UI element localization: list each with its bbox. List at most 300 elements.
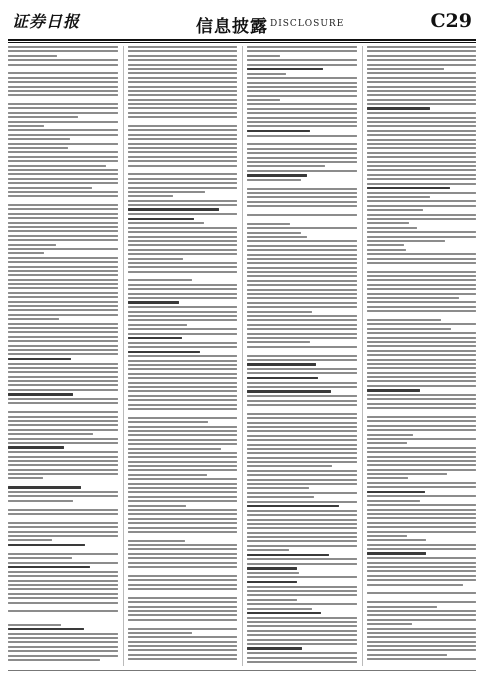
text-line bbox=[367, 389, 420, 391]
text-line bbox=[128, 628, 238, 630]
text-line bbox=[8, 411, 118, 413]
text-line bbox=[128, 430, 238, 432]
text-line bbox=[8, 460, 118, 462]
text-line bbox=[247, 108, 357, 110]
text-line bbox=[247, 657, 357, 659]
text-line bbox=[367, 469, 477, 471]
text-line bbox=[367, 394, 477, 396]
text-line bbox=[247, 621, 357, 623]
text-line bbox=[247, 417, 357, 419]
text-line bbox=[8, 358, 71, 360]
text-line bbox=[247, 426, 357, 428]
text-line bbox=[367, 412, 477, 414]
text-line bbox=[8, 580, 118, 582]
text-line bbox=[128, 116, 238, 118]
text-line bbox=[247, 289, 357, 291]
text-line bbox=[247, 549, 289, 551]
text-line bbox=[247, 227, 357, 229]
text-line bbox=[367, 196, 431, 198]
text-line bbox=[8, 81, 118, 83]
text-line bbox=[247, 192, 357, 194]
text-line bbox=[8, 230, 118, 232]
text-line bbox=[8, 504, 118, 506]
text-line bbox=[367, 597, 477, 599]
text-line bbox=[247, 341, 310, 343]
text-line bbox=[247, 337, 357, 339]
text-line bbox=[367, 350, 477, 352]
text-line bbox=[367, 266, 477, 268]
text-line bbox=[8, 222, 118, 224]
text-line bbox=[8, 208, 118, 210]
text-line bbox=[367, 517, 477, 519]
text-line bbox=[128, 562, 238, 564]
text-line bbox=[8, 482, 118, 484]
text-line bbox=[8, 112, 118, 114]
text-line bbox=[367, 486, 477, 488]
text-line bbox=[8, 345, 118, 347]
text-line bbox=[128, 632, 193, 634]
text-line bbox=[367, 319, 442, 321]
text-line bbox=[367, 130, 477, 132]
text-line bbox=[367, 139, 477, 141]
text-line bbox=[8, 200, 118, 202]
text-line bbox=[8, 349, 118, 351]
text-line bbox=[128, 50, 238, 52]
text-line bbox=[128, 509, 238, 511]
text-line bbox=[367, 420, 477, 422]
text-line bbox=[367, 323, 477, 325]
text-line bbox=[367, 649, 477, 651]
text-line bbox=[8, 318, 59, 320]
text-line bbox=[128, 579, 238, 581]
text-line bbox=[8, 340, 118, 342]
text-line bbox=[8, 637, 118, 639]
text-line bbox=[128, 165, 238, 167]
text-line bbox=[247, 210, 357, 212]
text-line bbox=[8, 134, 118, 136]
text-line bbox=[247, 617, 357, 619]
text-line bbox=[247, 496, 314, 498]
text-line bbox=[128, 487, 238, 489]
text-line bbox=[247, 50, 357, 52]
text-line bbox=[128, 557, 238, 559]
text-line bbox=[8, 182, 118, 184]
text-line bbox=[247, 297, 357, 299]
text-line bbox=[128, 377, 238, 379]
text-line bbox=[367, 504, 477, 506]
footer-rule bbox=[8, 670, 476, 671]
text-line bbox=[247, 359, 357, 361]
text-line bbox=[128, 474, 207, 476]
text-line bbox=[367, 187, 451, 189]
text-line bbox=[128, 443, 238, 445]
text-line bbox=[367, 152, 477, 154]
text-line bbox=[367, 398, 477, 400]
text-line bbox=[367, 526, 477, 528]
text-line bbox=[8, 125, 44, 127]
text-line bbox=[247, 55, 280, 57]
text-line bbox=[8, 274, 118, 276]
text-line bbox=[8, 257, 118, 259]
text-line bbox=[8, 68, 118, 70]
text-line bbox=[367, 632, 477, 634]
text-line bbox=[367, 99, 477, 101]
text-line bbox=[8, 557, 72, 559]
text-line bbox=[128, 456, 238, 458]
text-line bbox=[367, 156, 477, 158]
text-line bbox=[128, 213, 238, 215]
text-line bbox=[128, 191, 205, 193]
text-line bbox=[8, 633, 118, 635]
text-line bbox=[8, 314, 118, 316]
text-line bbox=[247, 479, 357, 481]
text-line bbox=[367, 240, 445, 242]
text-line bbox=[247, 188, 357, 190]
text-line bbox=[247, 275, 357, 277]
text-line bbox=[128, 368, 238, 370]
text-line bbox=[8, 575, 118, 577]
text-line bbox=[367, 183, 477, 185]
text-line bbox=[8, 571, 118, 573]
text-line bbox=[247, 170, 357, 172]
text-line bbox=[247, 121, 357, 123]
text-line bbox=[128, 527, 238, 529]
text-line bbox=[8, 94, 118, 96]
text-line bbox=[8, 522, 118, 524]
text-line bbox=[128, 288, 238, 290]
text-line bbox=[8, 107, 118, 109]
masthead-rule-thin bbox=[8, 42, 476, 43]
text-line bbox=[367, 169, 477, 171]
text-line bbox=[367, 165, 477, 167]
text-line bbox=[128, 513, 238, 515]
text-line bbox=[128, 417, 238, 419]
text-line bbox=[367, 372, 477, 374]
text-line bbox=[8, 331, 118, 333]
text-line bbox=[247, 232, 301, 234]
text-line bbox=[8, 287, 118, 289]
text-line bbox=[367, 482, 477, 484]
text-line bbox=[367, 55, 477, 57]
text-line bbox=[128, 597, 238, 599]
text-line bbox=[128, 112, 238, 114]
text-line bbox=[247, 599, 297, 601]
text-line bbox=[247, 594, 357, 596]
text-line bbox=[247, 413, 357, 415]
text-line bbox=[367, 231, 477, 233]
page-number: C29 bbox=[430, 10, 472, 32]
text-line bbox=[367, 614, 477, 616]
text-line bbox=[367, 407, 477, 409]
text-line bbox=[128, 426, 238, 428]
text-line bbox=[247, 505, 339, 507]
text-line bbox=[8, 606, 118, 608]
text-line bbox=[128, 658, 238, 660]
text-line bbox=[128, 328, 238, 330]
text-line bbox=[367, 606, 438, 608]
text-line bbox=[128, 535, 238, 537]
text-line bbox=[367, 341, 477, 343]
text-line bbox=[247, 350, 357, 352]
text-line bbox=[367, 134, 477, 136]
text-line bbox=[8, 619, 118, 621]
text-line bbox=[128, 408, 238, 410]
text-line bbox=[247, 372, 357, 374]
text-line bbox=[128, 266, 238, 268]
text-line bbox=[367, 513, 477, 515]
text-line bbox=[247, 377, 318, 379]
text-line bbox=[367, 222, 410, 224]
text-line bbox=[128, 262, 238, 264]
text-line bbox=[247, 639, 357, 641]
text-line bbox=[128, 575, 238, 577]
text-line bbox=[247, 99, 280, 101]
text-line bbox=[128, 187, 238, 189]
text-line bbox=[8, 296, 118, 298]
text-line bbox=[247, 125, 357, 127]
text-line bbox=[247, 196, 357, 198]
text-line bbox=[247, 205, 357, 207]
text-line bbox=[8, 90, 118, 92]
text-line bbox=[8, 420, 118, 422]
text-line bbox=[8, 156, 118, 158]
text-line bbox=[247, 77, 357, 79]
text-line bbox=[8, 456, 118, 458]
text-line bbox=[128, 566, 238, 568]
text-line bbox=[367, 107, 430, 109]
text-line bbox=[128, 333, 238, 335]
text-line bbox=[128, 227, 238, 229]
text-line bbox=[367, 236, 477, 238]
text-line bbox=[128, 301, 180, 303]
text-line bbox=[8, 72, 118, 74]
text-line bbox=[128, 208, 219, 210]
text-line bbox=[8, 55, 57, 57]
text-line bbox=[8, 279, 118, 281]
text-line bbox=[128, 373, 238, 375]
text-line bbox=[367, 359, 477, 361]
text-line bbox=[128, 355, 238, 357]
text-line bbox=[247, 258, 357, 260]
text-line bbox=[8, 165, 106, 167]
text-line bbox=[8, 509, 118, 511]
text-column-4 bbox=[362, 46, 477, 666]
text-line bbox=[128, 275, 238, 277]
text-line bbox=[8, 526, 118, 528]
text-line bbox=[367, 121, 477, 123]
text-line bbox=[8, 151, 118, 153]
text-line bbox=[247, 634, 357, 636]
text-line bbox=[367, 579, 477, 581]
text-line bbox=[8, 477, 43, 479]
text-line bbox=[367, 464, 477, 466]
text-line bbox=[367, 438, 477, 440]
text-line bbox=[8, 446, 64, 448]
text-line bbox=[247, 390, 331, 392]
text-line bbox=[367, 143, 477, 145]
text-line bbox=[128, 469, 238, 471]
text-line bbox=[8, 597, 118, 599]
text-line bbox=[128, 94, 238, 96]
text-line bbox=[367, 658, 477, 660]
text-line bbox=[247, 262, 357, 264]
text-line bbox=[8, 424, 118, 426]
text-line bbox=[247, 608, 312, 610]
text-line bbox=[128, 351, 201, 353]
text-line bbox=[8, 244, 56, 246]
text-line bbox=[8, 562, 118, 564]
text-line bbox=[247, 382, 357, 384]
text-line bbox=[8, 266, 118, 268]
text-line bbox=[367, 429, 477, 431]
text-line bbox=[367, 566, 477, 568]
text-line bbox=[367, 332, 477, 334]
text-line bbox=[367, 641, 477, 643]
text-line bbox=[128, 90, 238, 92]
text-line bbox=[367, 59, 477, 61]
text-line bbox=[128, 293, 238, 295]
text-line bbox=[128, 548, 238, 550]
text-line bbox=[367, 258, 477, 260]
text-line bbox=[8, 160, 118, 162]
text-line bbox=[8, 584, 118, 586]
text-line bbox=[128, 319, 238, 321]
text-line bbox=[128, 390, 238, 392]
text-line bbox=[367, 271, 477, 273]
text-line bbox=[8, 204, 118, 206]
text-line bbox=[128, 231, 238, 233]
text-line bbox=[367, 645, 477, 647]
text-line bbox=[367, 385, 477, 387]
text-line bbox=[128, 68, 238, 70]
text-line bbox=[8, 103, 118, 105]
text-line bbox=[128, 200, 238, 202]
text-line bbox=[367, 209, 424, 211]
text-line bbox=[8, 270, 118, 272]
text-line bbox=[128, 271, 238, 273]
text-line bbox=[128, 178, 238, 180]
text-line bbox=[128, 151, 238, 153]
text-line bbox=[247, 240, 357, 242]
text-line bbox=[367, 345, 477, 347]
text-line bbox=[128, 55, 238, 57]
text-line bbox=[8, 438, 118, 440]
text-line bbox=[247, 483, 357, 485]
text-line bbox=[247, 236, 307, 238]
text-line bbox=[8, 615, 118, 617]
text-line bbox=[128, 129, 238, 131]
text-line bbox=[128, 222, 204, 224]
text-line bbox=[247, 492, 357, 494]
text-line bbox=[8, 513, 118, 515]
text-line bbox=[367, 447, 477, 449]
text-line bbox=[8, 535, 118, 537]
text-line bbox=[128, 297, 238, 299]
text-line bbox=[8, 261, 118, 263]
text-line bbox=[128, 592, 238, 594]
text-line bbox=[128, 311, 238, 313]
text-line bbox=[367, 557, 477, 559]
text-line bbox=[367, 610, 477, 612]
text-line bbox=[128, 103, 238, 105]
text-line bbox=[128, 306, 238, 308]
text-line bbox=[8, 59, 118, 61]
text-line bbox=[8, 544, 85, 546]
text-line bbox=[367, 575, 477, 577]
text-line bbox=[247, 161, 357, 163]
text-line bbox=[247, 422, 357, 424]
text-line bbox=[367, 539, 426, 541]
text-line bbox=[367, 262, 477, 264]
text-line bbox=[247, 435, 357, 437]
text-line bbox=[8, 624, 61, 626]
text-line bbox=[128, 156, 238, 158]
text-line bbox=[128, 553, 238, 555]
text-line bbox=[8, 323, 118, 325]
text-line bbox=[128, 160, 238, 162]
text-line bbox=[128, 337, 183, 339]
text-line bbox=[8, 195, 118, 197]
text-line bbox=[8, 217, 118, 219]
text-line bbox=[128, 72, 238, 74]
text-line bbox=[8, 239, 118, 241]
text-line bbox=[367, 380, 477, 382]
text-line bbox=[128, 505, 186, 507]
text-line bbox=[367, 103, 477, 105]
text-line bbox=[128, 125, 238, 127]
text-line bbox=[247, 90, 357, 92]
text-line bbox=[128, 654, 238, 656]
text-line bbox=[367, 293, 477, 295]
text-line bbox=[247, 439, 357, 441]
text-line bbox=[8, 402, 118, 404]
text-line bbox=[367, 403, 477, 405]
text-line bbox=[247, 661, 357, 663]
text-line bbox=[247, 311, 312, 313]
text-line bbox=[247, 581, 297, 583]
text-line bbox=[367, 94, 477, 96]
text-line bbox=[8, 99, 118, 101]
text-line bbox=[367, 161, 477, 163]
text-line bbox=[128, 588, 238, 590]
text-line bbox=[128, 601, 238, 603]
text-line bbox=[247, 293, 357, 295]
text-line bbox=[128, 641, 238, 643]
text-line bbox=[247, 148, 357, 150]
text-line bbox=[247, 576, 357, 578]
text-line bbox=[8, 138, 70, 140]
text-line bbox=[128, 244, 238, 246]
text-line bbox=[247, 302, 357, 304]
text-line bbox=[247, 333, 357, 335]
text-line bbox=[247, 86, 357, 88]
text-line bbox=[247, 174, 307, 176]
text-line bbox=[367, 491, 425, 493]
text-line bbox=[8, 602, 118, 604]
text-line bbox=[367, 64, 477, 66]
text-line bbox=[247, 487, 309, 489]
text-line bbox=[128, 448, 221, 450]
text-line bbox=[128, 439, 238, 441]
text-line bbox=[367, 205, 477, 207]
text-line bbox=[128, 236, 238, 238]
text-line bbox=[247, 139, 357, 141]
text-line bbox=[128, 284, 238, 286]
text-line bbox=[247, 586, 357, 588]
text-line bbox=[8, 407, 118, 409]
text-line bbox=[367, 495, 477, 497]
text-line bbox=[367, 434, 414, 436]
